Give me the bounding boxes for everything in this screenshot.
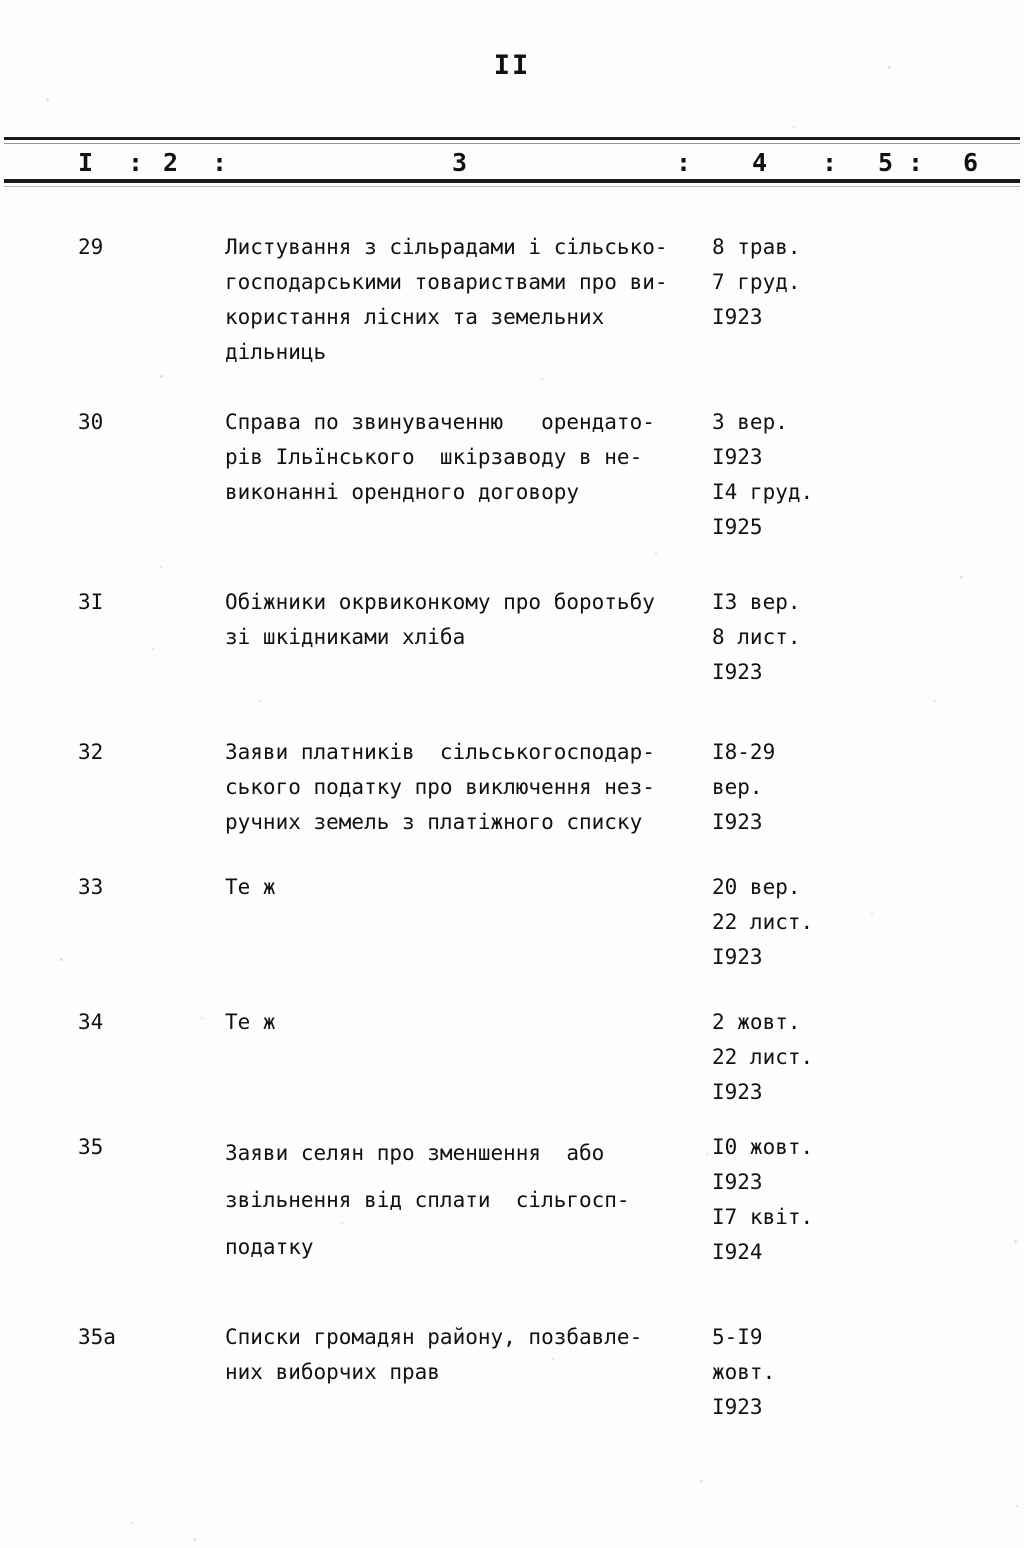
description-line: Обіжники окрвиконкому про боротьбу (225, 590, 655, 614)
row-dates (712, 1320, 952, 1425)
date-line: 22 лист. (712, 910, 814, 934)
date-line: 8 лист. (712, 625, 801, 649)
date-line: I923 (712, 1080, 763, 1104)
column-separator-3: : (676, 148, 692, 177)
column-separator-1: : (128, 148, 144, 177)
header-rule-top-secondary (4, 143, 1020, 144)
row-number: 35 (78, 1135, 104, 1159)
description-line: рів Ільїнського шкірзаводу в не- (225, 445, 643, 469)
date-line: I923 (712, 660, 763, 684)
description-line: Списки громадян району, позбавле- (225, 1325, 643, 1349)
description-line: господарськими товариствами про ви- (225, 270, 668, 294)
description-line: Справа по звинуваченню орендато- (225, 410, 655, 434)
column-header-5: 5 (878, 148, 894, 177)
description-line: ручних земель з платіжного списку (225, 810, 643, 834)
row-dates (712, 405, 952, 545)
column-separator-5: : (908, 148, 924, 177)
row-description (225, 230, 705, 370)
row-number: 30 (78, 410, 104, 434)
row-dates (712, 1130, 952, 1270)
description-line: виконанні орендного договору (225, 480, 580, 504)
date-line: I923 (712, 1170, 763, 1194)
row-number: 34 (78, 1010, 104, 1034)
date-line: I0 жовт. (712, 1135, 814, 1159)
row-description (225, 1005, 705, 1040)
row-description (225, 735, 705, 840)
date-line: 8 трав. (712, 235, 801, 259)
date-line: I7 квіт. (712, 1205, 814, 1229)
description-line: зі шкідниками хліба (225, 625, 466, 649)
column-header-1: I (78, 148, 94, 177)
row-dates (712, 230, 952, 335)
date-line: 22 лист. (712, 1045, 814, 1069)
date-line: I925 (712, 515, 763, 539)
column-header-4: 4 (752, 148, 768, 177)
column-header-row (0, 148, 1024, 180)
row-number: 33 (78, 875, 104, 899)
date-line: I923 (712, 1395, 763, 1419)
row-description (225, 405, 705, 510)
date-line: 20 вер. (712, 875, 801, 899)
column-separator-4: : (822, 148, 838, 177)
row-dates (712, 870, 952, 975)
date-line: вер. (712, 775, 763, 799)
column-separator-2: : (212, 148, 228, 177)
row-description (225, 1130, 705, 1271)
description-line: Заяви платників сільськогосподар- (225, 740, 655, 764)
date-line: жовт. (712, 1360, 776, 1384)
description-line: ського податку про виключення нез- (225, 775, 655, 799)
row-number: 32 (78, 740, 104, 764)
description-line: користання лісних та земельних (225, 305, 605, 329)
row-number: 29 (78, 235, 104, 259)
description-line: звільнення від сплати сільгосп- (225, 1188, 630, 1212)
row-description (225, 585, 705, 655)
date-line: 3 вер. (712, 410, 788, 434)
date-line: 5-I9 (712, 1325, 763, 1349)
header-rule-bottom-secondary (4, 186, 1020, 187)
date-line: 2 жовт. (712, 1010, 801, 1034)
row-number: 3I (78, 590, 104, 614)
date-line: I8-29 (712, 740, 776, 764)
description-line: Те ж (225, 1010, 276, 1034)
row-description (225, 1320, 705, 1390)
row-description (225, 870, 705, 905)
column-header-3: 3 (452, 148, 468, 177)
column-header-2: 2 (163, 148, 179, 177)
description-line: Заяви селян про зменшення або (225, 1141, 605, 1165)
header-rule-top (4, 137, 1020, 140)
date-line: I924 (712, 1240, 763, 1264)
row-dates (712, 735, 952, 840)
row-dates (712, 585, 952, 690)
page-number: II (493, 50, 531, 81)
date-line: I923 (712, 810, 763, 834)
date-line: 7 груд. (712, 270, 801, 294)
date-line: I923 (712, 305, 763, 329)
row-dates (712, 1005, 952, 1110)
date-line: I3 вер. (712, 590, 801, 614)
description-line: податку (225, 1235, 314, 1259)
description-line: них виборчих прав (225, 1360, 440, 1384)
date-line: I4 груд. (712, 480, 814, 504)
description-line: Листування з сільрадами і сільсько- (225, 235, 668, 259)
date-line: I923 (712, 445, 763, 469)
date-line: I923 (712, 945, 763, 969)
description-line: дільниць (225, 340, 327, 364)
description-line: Те ж (225, 875, 276, 899)
row-number: 35а (78, 1325, 116, 1349)
column-header-6: 6 (963, 148, 979, 177)
